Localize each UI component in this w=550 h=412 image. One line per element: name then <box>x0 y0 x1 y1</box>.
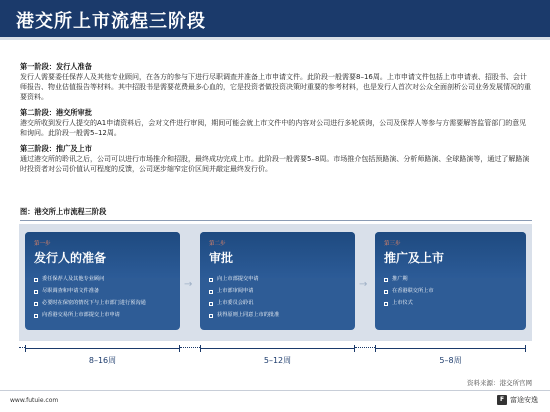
checkbox-icon <box>209 314 213 318</box>
checkbox-icon <box>34 278 38 282</box>
section-heading: 第三阶段：推广及上市 <box>20 144 92 153</box>
step-number: 第三步 <box>384 241 401 247</box>
timeline-segment <box>200 341 355 373</box>
step-items <box>384 276 520 312</box>
timeline-dotted-gap <box>355 347 375 348</box>
list-item: 推广期 <box>384 276 520 283</box>
duration-timeline <box>19 341 532 375</box>
brand-logo <box>497 395 538 405</box>
step-number: 第二步 <box>209 241 226 247</box>
source-note: 资料来源：港交所官网 <box>467 379 532 387</box>
page-title: 港交所上市流程三阶段 <box>16 11 206 32</box>
logo-icon: F <box>497 395 507 405</box>
section-stage-three <box>20 144 532 174</box>
list-item: 在香港联交所上市 <box>384 288 520 295</box>
list-item: 向上市部提交申请 <box>209 276 349 283</box>
checkbox-icon <box>209 290 213 294</box>
list-item: 尽职调查和申请文件准备 <box>34 288 174 295</box>
timeline-dotted-gap <box>180 347 200 348</box>
list-item: 上市委员会聆讯 <box>209 300 349 307</box>
checkbox-icon <box>34 314 38 318</box>
list-item: 向香港交易所上市部提交上市申请 <box>34 312 174 319</box>
step-title: 推广及上市 <box>384 251 445 265</box>
process-diagram <box>19 224 532 341</box>
duration-label: 5–12周 <box>263 356 292 365</box>
section-text: 发行人需要委任保荐人及其他专业顾问，在各方的参与下进行尽职调查并准备上市申请文件。此阶段一般需要8–16周。上市申请文件包括上市申请表、招股书、会计师报告、物业估值报告等材料。其中招股书是需要花费最多心血的，它是投资者做投资决策时重要的参考材料，也是发行人首次对公众全面剖析公司业务发展情况的重要资料。 <box>20 73 531 101</box>
checkbox-icon <box>384 278 388 282</box>
figure-title: 图：港交所上市流程三阶段 <box>20 207 107 216</box>
list-item: 上市仪式 <box>384 300 520 307</box>
footer-divider <box>0 390 550 391</box>
duration-label: 5–8周 <box>439 356 462 365</box>
section-stage-two <box>20 108 532 138</box>
list-item: 获得原则上同意上市的批准 <box>209 312 349 319</box>
section-stage-one <box>20 62 532 102</box>
step-title: 审批 <box>209 251 234 265</box>
timeline-segment <box>375 341 526 373</box>
stage-card-approval <box>200 232 355 330</box>
list-item: 必要时在保密的情况下与上市部门进行预沟通 <box>34 300 174 307</box>
arrow-right-icon: → <box>359 279 368 290</box>
section-heading: 第二阶段：港交所审批 <box>20 108 92 117</box>
checkbox-icon <box>34 302 38 306</box>
section-text: 港交所收到发行人提交的A1申请资料后，会对文件进行审阅，期间可能会就上市文件中的内容对公司进行多轮质询，公司及保荐人等参与方需要解答监管部门的意见和询问。此阶段一般需5–12周。 <box>20 119 527 137</box>
footer-link[interactable]: www.futuie.com <box>10 397 59 404</box>
list-item: 上市部审阅申请 <box>209 288 349 295</box>
checkbox-icon <box>384 290 388 294</box>
timeline-segment <box>25 341 180 373</box>
header-divider <box>0 37 550 40</box>
stage-card-listing <box>375 232 526 330</box>
brand-name: 富途安逸 <box>510 396 538 404</box>
step-items <box>34 276 174 324</box>
step-items <box>209 276 349 324</box>
checkbox-icon <box>209 278 213 282</box>
stage-card-issuer-prep <box>25 232 180 330</box>
figure-divider <box>20 220 532 221</box>
arrow-right-icon: → <box>184 279 193 290</box>
checkbox-icon <box>209 302 213 306</box>
page-header <box>0 0 550 40</box>
article-body <box>20 62 532 180</box>
step-number: 第一步 <box>34 241 51 247</box>
checkbox-icon <box>34 290 38 294</box>
list-item: 委任保荐人及其他专业顾问 <box>34 276 174 283</box>
section-heading: 第一阶段：发行人准备 <box>20 62 92 71</box>
section-text: 通过港交所的聆讯之后，公司可以进行市场推介和招股，最终成功完成上市。此阶段一般需要5–8周。市场推介包括预路演、分析师路演、全球路演等，通过了解路演时投资者对公司价值认可程度的反馈，公司逐步缩窄定价区间并敲定最终发行价。 <box>20 155 530 173</box>
duration-label: 8–16周 <box>88 356 117 365</box>
step-title: 发行人的准备 <box>34 251 107 265</box>
checkbox-icon <box>384 302 388 306</box>
